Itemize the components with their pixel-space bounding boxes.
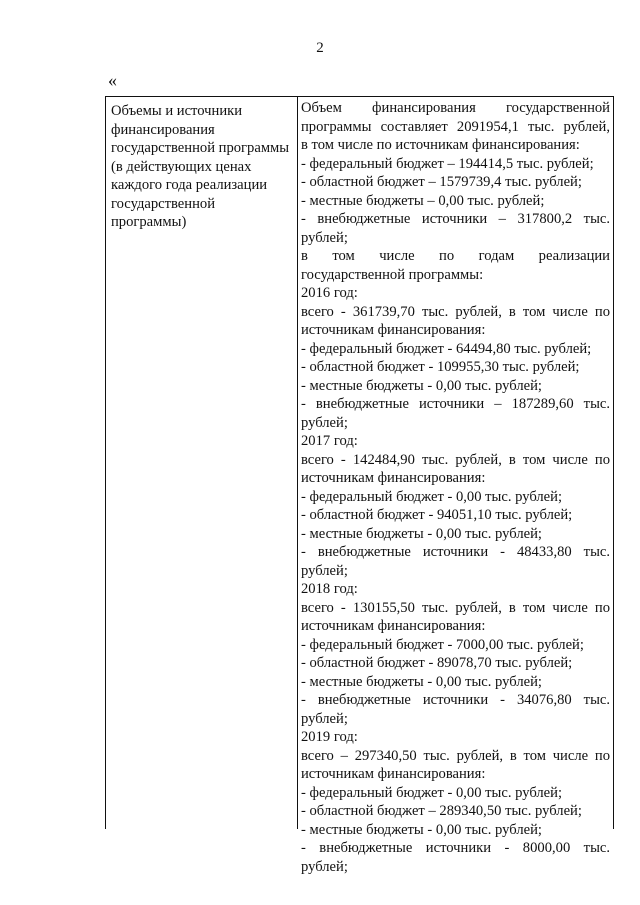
- content-line: всего - 361739,70 тыс. рублей, в том числе по: [301, 303, 610, 320]
- content-line: рублей;: [301, 414, 348, 431]
- content-line: - федеральный бюджет – 194414,5 тыс. рублей;: [301, 155, 594, 172]
- content-line: - местные бюджеты – 0,00 тыс. рублей;: [301, 192, 545, 209]
- content-line: - областной бюджет - 109955,30 тыс. рублей;: [301, 359, 580, 375]
- content-line: - федеральный бюджет - 0,00 тыс. рублей;: [301, 488, 563, 505]
- funding-table: [105, 96, 614, 875]
- content-line: источникам финансирования:: [301, 766, 486, 782]
- content-line: рублей;: [301, 229, 348, 246]
- content-line: - внебюджетные источники - 48433,80 тыс.: [301, 544, 610, 560]
- content-line: - местные бюджеты - 0,00 тыс. рублей;: [301, 525, 542, 542]
- label-line: программы): [111, 214, 187, 230]
- content-line: рублей;: [301, 562, 348, 579]
- content-line: в том числе по годам реализации: [301, 248, 610, 264]
- content-line: - местные бюджеты - 0,00 тыс. рублей;: [301, 821, 542, 838]
- page-number: 2: [316, 40, 324, 56]
- content-line: - внебюджетные источники - 8000,00 тыс.: [301, 840, 610, 856]
- year-heading: 2018 год:: [301, 581, 358, 597]
- content-line: - областной бюджет - 89078,70 тыс. рублей;: [301, 655, 573, 671]
- content-line: - внебюджетные источники - 34076,80 тыс.: [301, 692, 610, 708]
- content-line: - местные бюджеты - 0,00 тыс. рублей;: [301, 673, 542, 690]
- label-line: Объемы и источники: [111, 103, 243, 119]
- table-label-cell: [111, 102, 296, 232]
- content-line: Объем финансирования государственной: [301, 100, 610, 116]
- content-line: - федеральный бюджет - 64494,80 тыс. рублей;: [301, 340, 592, 357]
- content-line: всего - 130155,50 тыс. рублей, в том числе по: [301, 599, 610, 616]
- content-line: государственной программы:: [301, 266, 484, 283]
- label-line: каждого года реализации: [111, 177, 268, 193]
- opening-quote-mark: «: [108, 70, 117, 90]
- content-line: - областной бюджет - 94051,10 тыс. рублей;: [301, 507, 573, 523]
- content-line: источникам финансирования:: [301, 470, 486, 486]
- content-line: - федеральный бюджет - 0,00 тыс. рублей;: [301, 784, 563, 801]
- content-line: - внебюджетные источники – 187289,60 тыс.: [301, 396, 610, 412]
- year-heading: 2019 год:: [301, 729, 358, 745]
- content-line: программы составляет 2091954,1 тыс. рублей,: [301, 118, 610, 135]
- content-line: - федеральный бюджет - 7000,00 тыс. рублей;: [301, 636, 584, 653]
- year-heading: 2017 год:: [301, 433, 358, 449]
- content-line: всего - 142484,90 тыс. рублей, в том числе по: [301, 451, 610, 468]
- year-heading: 2016 год:: [301, 285, 358, 301]
- content-line: - местные бюджеты - 0,00 тыс. рублей;: [301, 377, 542, 394]
- content-line: в том числе по источникам финансирования:: [301, 137, 580, 153]
- content-line: - областной бюджет – 1579739,4 тыс. рублей;: [301, 174, 582, 190]
- content-line: - областной бюджет – 289340,50 тыс. рублей;: [301, 803, 582, 819]
- table-content-cell: [301, 99, 610, 876]
- column-divider: [297, 97, 298, 829]
- label-line: (в действующих ценах: [111, 158, 252, 175]
- content-line: всего – 297340,50 тыс. рублей, в том числе по: [301, 747, 610, 764]
- label-line: государственной программы: [111, 140, 290, 156]
- content-line: рублей;: [301, 710, 348, 727]
- content-line: рублей;: [301, 858, 348, 875]
- content-line: - внебюджетные источники – 317800,2 тыс.: [301, 211, 610, 227]
- content-line: источникам финансирования:: [301, 618, 486, 634]
- label-line: государственной: [111, 195, 216, 212]
- content-line: источникам финансирования:: [301, 322, 486, 338]
- label-line: финансирования: [111, 121, 215, 138]
